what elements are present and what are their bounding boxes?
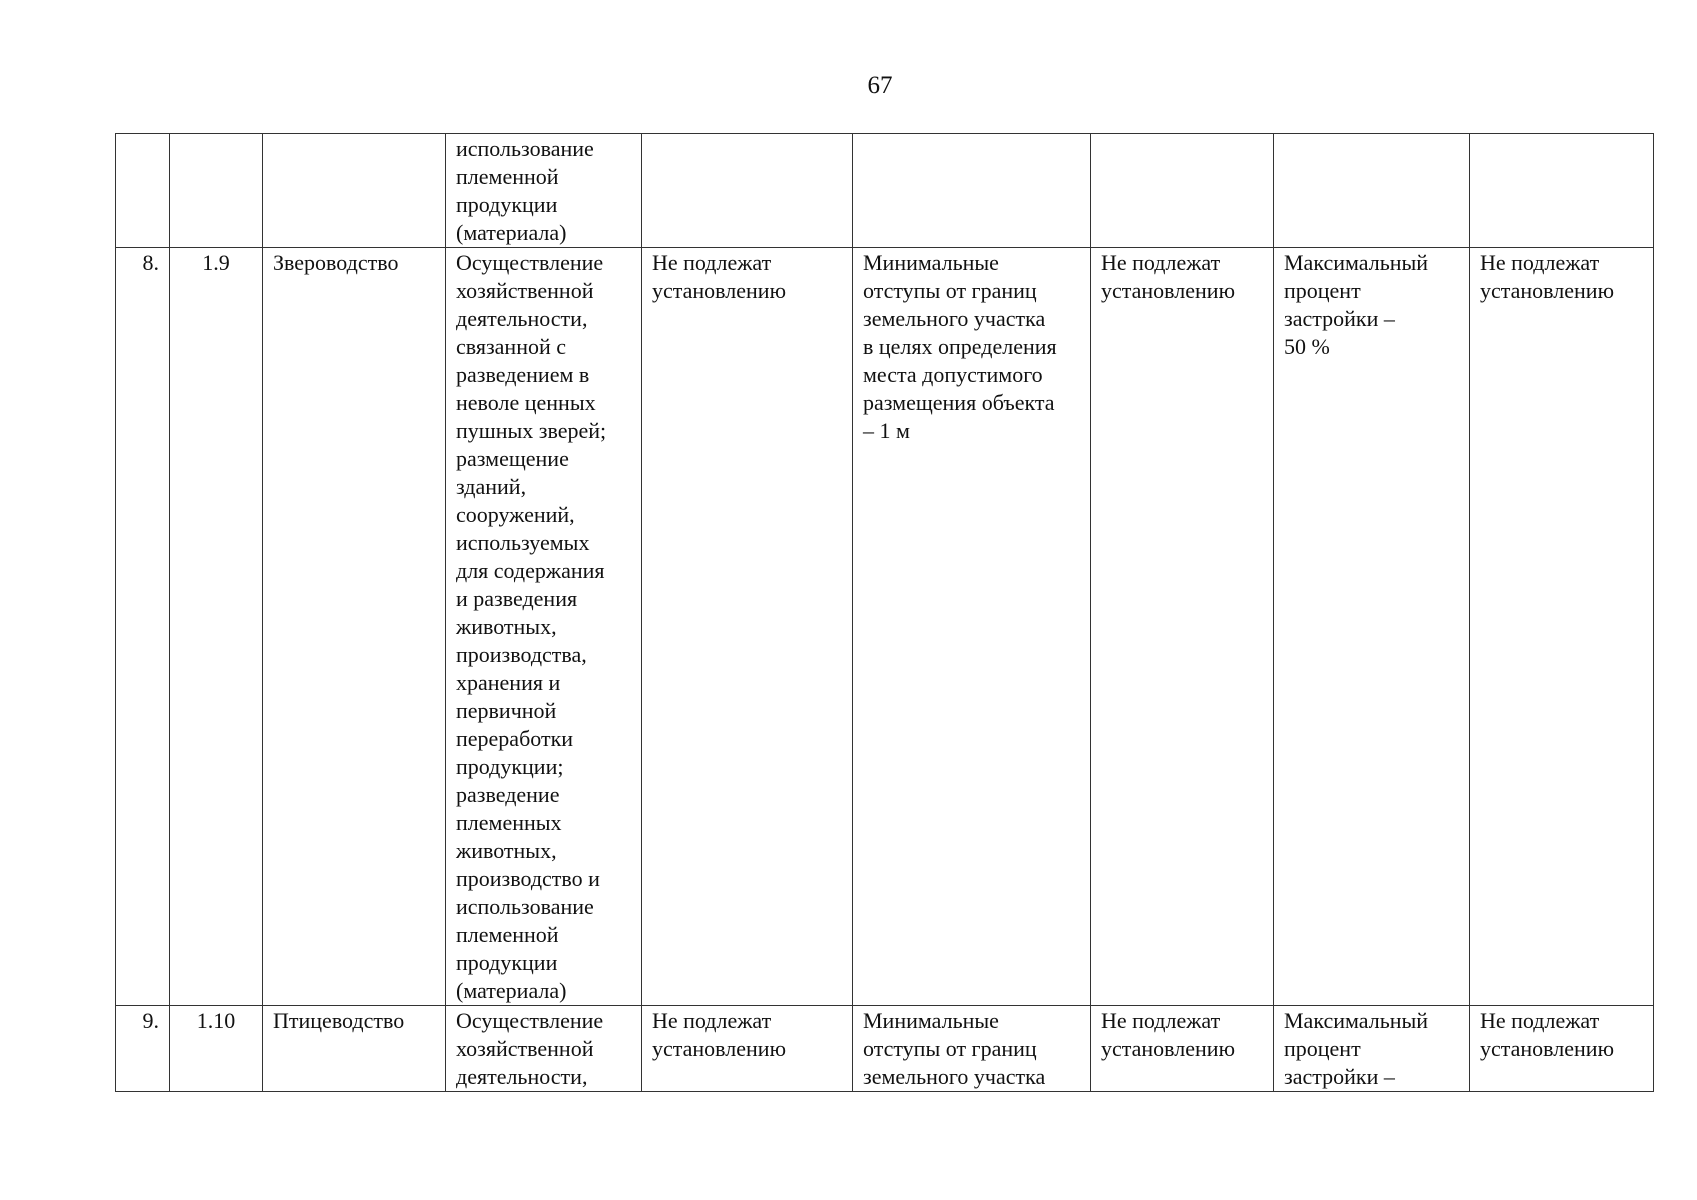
cell-line: использование [456,136,594,161]
cell-line: установлению [652,278,787,303]
row-number-cell: 9. [116,1006,170,1092]
code-cell [170,134,263,248]
code-cell: 1.10 [170,1006,263,1092]
height-cell [1091,1006,1274,1092]
cell-line: Не подлежат [1480,250,1600,275]
name-cell: Птицеводство [263,1006,446,1092]
cell-line: установлению [1101,278,1236,303]
cell-line: хозяйственной [456,1036,594,1061]
cell-line: установлению [1480,278,1615,303]
cell-line: (материала) [456,978,567,1003]
description-cell [446,1006,642,1092]
other-cell [1470,248,1654,1006]
cell-line: Максимальный [1284,250,1429,275]
cell-line: в целях определения [863,334,1057,359]
cell-line: разведение [456,782,560,807]
cell-line: застройки – [1284,1064,1395,1089]
description-cell [446,248,642,1006]
cell-line: 50 % [1284,334,1330,359]
cell-line: используемых [456,530,590,555]
cell-line: производства, [456,642,587,667]
cell-line: разведением в [456,362,590,387]
cell-line: хозяйственной [456,278,594,303]
cell-line: Не подлежат [1101,250,1221,275]
cell-line: застройки – [1284,306,1395,331]
cell-line: Осуществление [456,1008,604,1033]
row-number-cell: 8. [116,248,170,1006]
setback-cell [853,134,1091,248]
cell-line: Минимальные [863,250,999,275]
limit-cell [642,248,853,1006]
cell-line: установлению [652,1036,787,1061]
cell-line: процент [1284,278,1361,303]
cell-line: для содержания [456,558,605,583]
cell-line: установлению [1101,1036,1236,1061]
height-cell [1091,248,1274,1006]
row-number-cell [116,134,170,248]
description-cell [446,134,642,248]
cell-line: и разведения [456,586,578,611]
cell-line: племенной [456,164,559,189]
cell-line: связанной с [456,334,567,359]
zoning-table [115,133,1654,1092]
cell-line: процент [1284,1036,1361,1061]
cell-line: продукции [456,950,558,975]
cell-line: установлению [1480,1036,1615,1061]
coverage-cell [1274,134,1470,248]
code-cell: 1.9 [170,248,263,1006]
cell-line: Не подлежат [1101,1008,1221,1033]
cell-line: животных, [456,614,557,639]
cell-line: переработки [456,726,574,751]
cell-line: сооружений, [456,502,575,527]
cell-line: хранения и [456,670,561,695]
cell-line: Максимальный [1284,1008,1429,1033]
cell-line: продукции; [456,754,564,779]
name-cell [263,134,446,248]
cell-line: животных, [456,838,557,863]
cell-line: племенных [456,810,562,835]
cell-line: племенной [456,922,559,947]
cell-line: – 1 м [863,418,910,443]
cell-line: Не подлежат [652,250,772,275]
cell-line: (материала) [456,220,567,245]
cell-line: первичной [456,698,557,723]
limit-cell [642,134,853,248]
height-cell [1091,134,1274,248]
cell-line: Минимальные [863,1008,999,1033]
cell-line: размещение [456,446,569,471]
cell-line: использование [456,894,594,919]
cell-line: Не подлежат [652,1008,772,1033]
table-row [116,248,1654,1006]
other-cell [1470,134,1654,248]
coverage-cell [1274,248,1470,1006]
cell-line: производство и [456,866,600,891]
setback-cell [853,1006,1091,1092]
cell-line: отступы от границ [863,1036,1037,1061]
limit-cell [642,1006,853,1092]
cell-line: деятельности, [456,1064,588,1089]
cell-line: пушных зверей; [456,418,607,443]
cell-line: места допустимого [863,362,1043,387]
setback-cell [853,248,1091,1006]
cell-line: зданий, [456,474,527,499]
cell-line: неволе ценных [456,390,596,415]
page-number: 67 [867,72,893,99]
cell-line: Осуществление [456,250,604,275]
cell-line: деятельности, [456,306,588,331]
cell-line: Не подлежат [1480,1008,1600,1033]
cell-line: продукции [456,192,558,217]
cell-line: отступы от границ [863,278,1037,303]
table-row [116,1006,1654,1092]
coverage-cell [1274,1006,1470,1092]
cell-line: размещения объекта [863,390,1055,415]
cell-line: земельного участка [863,306,1046,331]
name-cell: Звероводство [263,248,446,1006]
table-row [116,134,1654,248]
cell-line: земельного участка [863,1064,1046,1089]
other-cell [1470,1006,1654,1092]
